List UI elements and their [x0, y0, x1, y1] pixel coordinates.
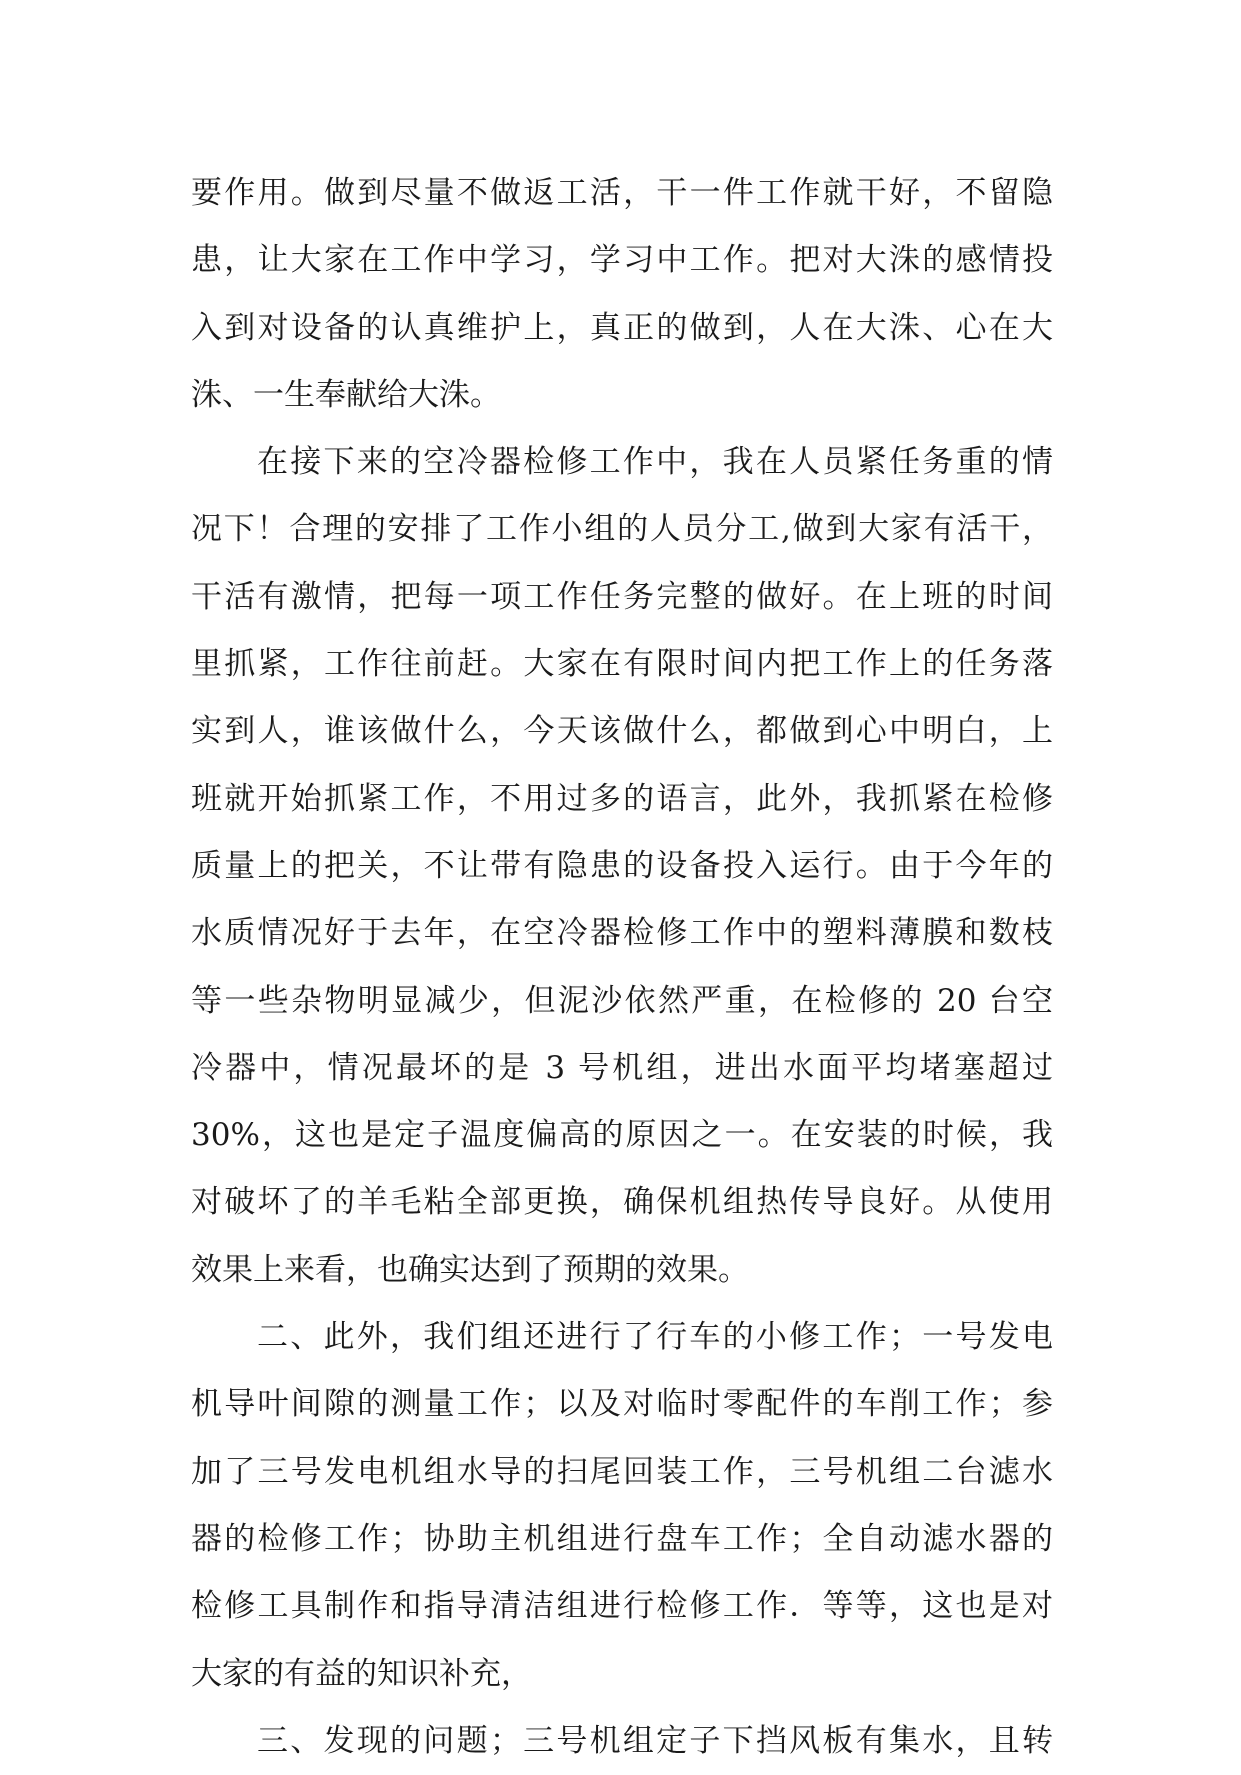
paragraph [191, 160, 1053, 429]
text-line: 等一些杂物明显减少，但泥沙依然严重，在检修的 20 台空 [191, 982, 1053, 1019]
paragraph [191, 1304, 1053, 1708]
text-line: 对破坏了的羊毛粘全部更换，确保机组热传导良好。从使用 [191, 1184, 1053, 1221]
text-line: 质量上的把关，不让带有隐患的设备投入运行。由于今年的 [191, 847, 1053, 884]
text-line: 三、发现的问题；三号机组定子下挡风板有集水，且转 [257, 1722, 1053, 1759]
text-line: 洙、一生奉献给大洙。 [191, 376, 501, 413]
body-text [191, 160, 1053, 1775]
text-line: 大家的有益的知识补充， [191, 1655, 532, 1692]
text-line: 冷器中，情况最坏的是 3 号机组，进出水面平均堵塞超过 [191, 1049, 1053, 1086]
text-line: 里抓紧，工作往前赶。大家在有限时间内把工作上的任务落 [191, 646, 1053, 683]
text-line: 二、此外，我们组还进行了行车的小修工作；一号发电 [257, 1319, 1053, 1356]
text-line: 患，让大家在工作中学习，学习中工作。把对大洙的感情投 [191, 242, 1053, 279]
text-line: 30%，这也是定子温度偏高的原因之一。在安装的时候，我 [191, 1117, 1053, 1154]
text-line: 入到对设备的认真维护上，真正的做到，人在大洙、心在大 [191, 309, 1053, 346]
paragraph [191, 1708, 1053, 1775]
text-line: 实到人，谁该做什么，今天该做什么，都做到心中明白，上 [191, 713, 1053, 750]
text-line: 加了三号发电机组水导的扫尾回装工作，三号机组二台滤水 [191, 1453, 1053, 1490]
text-line: 干活有激情，把每一项工作任务完整的做好。在上班的时间 [191, 578, 1053, 615]
text-line: 水质情况好于去年，在空冷器检修工作中的塑料薄膜和数枝 [191, 915, 1053, 952]
text-line: 况下！合理的安排了工作小组的人员分工,做到大家有活干， [191, 511, 1053, 548]
text-line: 班就开始抓紧工作，不用过多的语言，此外，我抓紧在检修 [191, 780, 1053, 817]
paragraph [191, 429, 1053, 1304]
text-line: 机导叶间隙的测量工作；以及对临时零配件的车削工作；参 [191, 1386, 1053, 1423]
text-line: 器的检修工作；协助主机组进行盘车工作；全自动滤水器的 [191, 1520, 1053, 1557]
text-line: 效果上来看，也确实达到了预期的效果。 [191, 1251, 749, 1288]
text-line: 检修工具制作和指导清洁组进行检修工作．等等，这也是对 [191, 1588, 1053, 1625]
text-line: 在接下来的空冷器检修工作中，我在人员紧任务重的情 [257, 444, 1053, 481]
text-line: 要作用。做到尽量不做返工活，干一件工作就干好，不留隐 [191, 175, 1053, 211]
